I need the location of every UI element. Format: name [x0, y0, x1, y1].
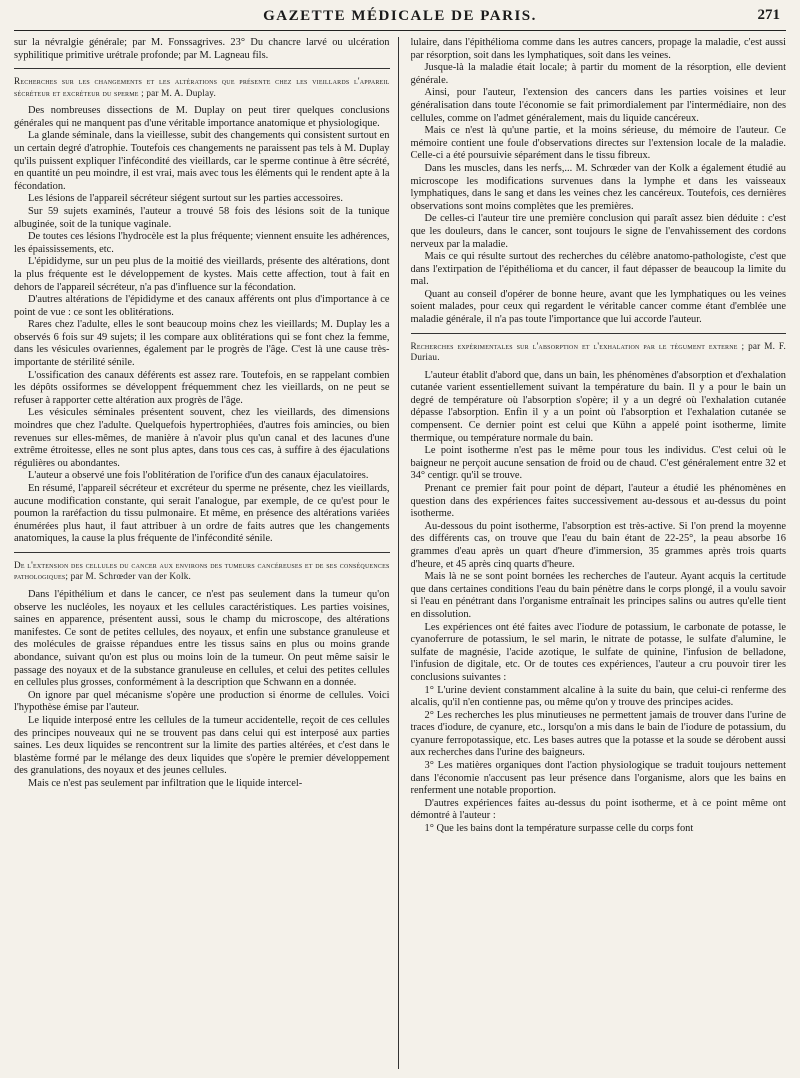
paragraph: Prenant ce premier fait pour point de départ, l'auteur a étudié les phénomènes en question dans des expériences faites successivement au-dessous et au-dessus du point isotherme.: [410, 483, 786, 520]
paragraph: L'ossification des canaux déférents est assez rare. Toutefois, en se rappelant combien les dépôts ossiformes se développent fréquemment chez les vieillards, on ne peut se refuser à rapporter cette altération aux progrès de l'âge.: [14, 369, 390, 406]
paragraph: En résumé, l'appareil sécréteur et excréteur du sperme ne présente, chez les vieillards, aucune modification constante, qui serait l'analogue, par exemple, de ce qu'est pour le poumon la raréfaction du tissu pulmonaire. Et même, en présence des altérations variées énumérées plus haut, il faut attribuer à un ordre de faits autres que les changements anatomiques, la cause la plus fréquente de l'infécondité sénile.: [14, 483, 390, 545]
section-title: Recherches sur les changements et les altérations que présente chez les vieillards l'appareil sécréteur et excréteur du sperme ;: [14, 76, 390, 98]
paragraph: Dans les muscles, dans les nerfs,... M. Schrœder van der Kolk a également étudié au microscope les modifications survenues dans la lymphe et dans les vaisseaux lymphatiques, dans le sang et dans les veines chez les cancéreux. Toutefois, ces dernières observations sont moins complètes que les premières.: [410, 162, 786, 212]
section-heading-schroeder: [14, 560, 390, 583]
paragraph: Le point isotherme n'est pas le même pour tous les individus. C'est celui où le baigneur ne perçoit aucune sensation de froid ou de chaud. C'est généralement entre 32 et 34° centigr. qu'il se trouve.: [410, 445, 786, 482]
paragraph: Le liquide interposé entre les cellules de la tumeur accidentelle, reçoit de ces cellules des principes nouveaux qui ne se trouvent pas dans celui qui est interposé aux parties saines. Les deux liquides se rencontrent sur la limite des parties altérées, et c'est dans le blastème formé par le mélange des deux liquides que s'opère le premier développement des granulations, des noyaux et des jeunes cellules.: [14, 714, 390, 777]
paragraph: On ignore par quel mécanisme s'opère une production si énorme de cellules. Voici l'hypothèse émise par l'auteur.: [14, 689, 390, 714]
paragraph: D'autres expériences faites au-dessus du point isotherme, et à ce point même ont démontré à l'auteur :: [410, 797, 786, 822]
paragraph: Mais ce qui résulte surtout des recherches du célèbre anatomo-pathologiste, c'est que dans l'extirpation de l'épithélioma et du cancer, il faut dépasser de beaucoup la limite du mal.: [410, 251, 786, 288]
section-heading-duplay: [14, 76, 390, 99]
paragraph: D'autres altérations de l'épididyme et des canaux afférents ont plus d'importance à ce point de vue : ce sont les oblitérations.: [14, 294, 390, 318]
paragraph: Dans l'épithélium et dans le cancer, ce n'est pas seulement dans la tumeur qu'on observe les nucléoles, les noyaux et les cellules caractéristiques. Les parties voisines, saines en apparence, présentent aussi, sous le champ du microscope, des altérations manifestes. Ce sont de petites cellules, des noyaux, et enfin une substance granuleuse et des molécules de graisse répandues entre les tissus sains en plus ou moins grande abondance, suivant qu'on est plus ou moins loin de la tumeur. On peut même saisir le passage des noyaux et de la substance granuleuse en cellules, et celui des petites cellules en cellules plus grosses, conformément à la description que Schwann en a donnée.: [14, 588, 390, 689]
journal-title: GAZETTE MÉDICALE DE PARIS.: [263, 8, 537, 24]
paragraph: 3° Les matières organiques dont l'action physiologique se traduit toujours nettement dans l'économie n'accusent pas leur présence dans l'organisme, alors que les bains en renferment une notable proportion.: [410, 760, 786, 797]
paragraph: 1° Que les bains dont la température surpasse celle du corps font: [424, 823, 694, 835]
paragraph: Les lésions de l'appareil sécréteur siégent surtout sur les parties accessoires.: [28, 193, 343, 205]
paragraph: La glande séminale, dans la vieillesse, subit des changements qui consistent surtout en un certain degré d'atrophie. Toutefois ces changements ne paraissent pas tels à M. Duplay qu'ils puissent expliquer l'infécondité des vieillards, car le sperme continue à être sécrété, en quantité un peu moindre, il est vrai, mais avec tous les éléments qui le rendent apte à la fécondation.: [14, 130, 390, 192]
paragraph: 2° Les recherches les plus minutieuses ne permettent jamais de trouver dans l'urine de traces d'iodure, de cyanure, etc., lorsqu'on a mis dans le bain de l'iodure de potassium, du cyanure ferropotassique, etc. Les bases autres que la potasse et la soude se dérobent aussi aux recherches dans l'urine des baigneurs.: [410, 709, 786, 759]
paragraph: L'auteur établit d'abord que, dans un bain, les phénomènes d'absorption et d'exhalation cutanée varient essentiellement suivant la température du bain. Il y a pour le bain un degré de température où l'absorption s'opère; il y a un degré où l'exhalation cutanée dépasse l'absorption. Enfin il y a un point où l'absorption et l'exhalation cutanée se compensent. Ce dernier point est celui que Kühn a appelé point isotherme, limite thermique, ou température normale du bain.: [410, 369, 786, 444]
intro-block: [14, 37, 390, 62]
article-schroeder-continued: [411, 37, 787, 327]
article-duplay: [14, 105, 390, 546]
paragraph: Quant au conseil d'opérer de bonne heure, avant que les lymphatiques ou les veines soient malades, pour ceux qui regardent le véritable cancer comme étant d'emblée une maladie générale, il n'a pas toute l'importance que lui accorde l'auteur.: [410, 288, 786, 326]
paragraph: De toutes ces lésions l'hydrocèle est la plus fréquente; viennent ensuite les adhérences, les épaississements, etc.: [14, 231, 390, 255]
paragraph: Des nombreuses dissections de M. Duplay on peut tirer quelques conclusions générales qui ne manquent pas d'une véritable importance anatomique et physiologique.: [14, 105, 390, 129]
paragraph: Au-dessous du point isotherme, l'absorption est très-active. Si l'on prend la moyenne des différents cas, on trouve que l'eau du bain étant de 22-25°, la peau absorbe 16 grammes d'eau après un quart d'heure d'immersion, 35 grammes après trois quarts d'heure, et 45 après cinq quarts d'heure.: [410, 520, 786, 570]
section-divider: [411, 333, 787, 334]
paragraph: sur la névralgie générale; par M. Fonssagrives. 23° Du chancre larvé ou ulcération syphilitique primitive urétrale profonde; par M. Lagneau fils.: [14, 37, 390, 61]
paragraph: Mais ce n'est là qu'une partie, et la moins sérieuse, du mémoire de l'auteur. Ce mémoire contient une foule d'observations directes sur l'extension locale de la maladie. Celle-ci a été poursuivie séparément dans le tissu fibreux.: [410, 125, 786, 162]
paragraph: L'auteur a observé une fois l'oblitération de l'orifice d'un des canaux éjaculatoires.: [28, 470, 369, 482]
text-columns: [14, 37, 786, 1069]
paragraph: Mais ce n'est pas seulement par infiltration que le liquide intercel-: [28, 777, 303, 789]
paragraph: L'épididyme, sur un peu plus de la moitié des vieillards, présente des altérations, dont la plus fréquente est le développement de kystes. Mais cette affection, tout à fait en dehors de l'appareil sécréteur, n'a pas d'influence sur la fécondation.: [14, 256, 390, 293]
article-schroeder: [14, 589, 390, 791]
page-number: 271: [757, 7, 780, 23]
paragraph: Rares chez l'adulte, elles le sont beaucoup moins chez les vieillards; M. Duplay les a observés 6 fois sur 49 sujets; il les compare aux oblitérations qui se font chez la femme, dans les vésicules ovariennes, également par le progrès de l'âge. C'est là une cause très-importante de stérilité sénile.: [14, 319, 390, 369]
article-duriau: [411, 370, 787, 836]
paragraph: 1° L'urine devient constamment alcaline à la suite du bain, que celui-ci renferme des alcalis, qu'il n'en contienne pas, ou même qu'on y trouve des principes acides.: [410, 684, 786, 709]
section-divider: [14, 552, 390, 553]
section-author: par M. A. Duplay.: [146, 87, 217, 98]
section-title: De l'extension des cellules du cancer aux environs des tumeurs cancéreuses et de ses conséquences pathologiques;: [14, 559, 390, 582]
page-header: [14, 0, 786, 31]
section-title: Recherches expérimentales sur l'absorption et l'exhalation par le tégument externe ;: [410, 340, 745, 351]
paragraph: Sur 59 sujets examinés, l'auteur a trouvé 58 fois des lésions soit de la tunique albuginée, soit de la tunique vaginale.: [14, 205, 390, 230]
paragraph: De celles-ci l'auteur tire une première conclusion qui paraît assez bien déduite : c'est que les douleurs, dans le cancer, sont toujours le signe de l'envahissement des cordons nerveux par la maladie.: [410, 213, 786, 250]
paragraph: Mais là ne se sont point bornées les recherches de l'auteur. Ayant acquis la certitude que dans certaines conditions l'eau du bain pénètre dans le corps plongé, il a voulu savoir si l'eau en pénétrant dans l'organisme entraînait les principes salins ou autres qu'elle tient en dissolution.: [410, 571, 786, 620]
paragraph: Les expériences ont été faites avec l'iodure de potassium, le carbonate de potasse, le cyanoferrure de potassium, le sel marin, le nitrate de potasse, le sulfate d'alumine, le sulfate de magnésie, l'acide azotique, le sulfate de quinine, l'infusion de belladone, l'infusion de digitale, etc. Or de toutes ces expériences, l'auteur a cru pouvoir tirer les conclusions suivantes :: [410, 621, 786, 683]
section-divider: [14, 68, 390, 69]
section-author: par M. F. Duriau.: [410, 340, 786, 363]
paragraph: lulaire, dans l'épithélioma comme dans les autres cancers, propage la maladie, c'est aussi par résorption, soit dans les lymphatiques, soit dans les veines.: [410, 37, 786, 61]
paragraph: Les vésicules séminales présentent souvent, chez les vieillards, des dimensions moindres que chez l'adulte. Quelquefois hypertrophiées, d'autres fois amincies, ou bien revenues sur elles-mêmes, de manière à n'avoir plus qu'un canal et des lacunes d'une extrême étroitesse, elles ne sont plus aptes, dans tous ces cas, à suffire à des éjaculations régulières ou abondantes.: [14, 407, 390, 469]
left-column: [14, 37, 399, 1069]
paragraph: Ainsi, pour l'auteur, l'extension des cancers dans les parties voisines et leur généralisation dans toute l'économie se fait primordialement par l'intermédiaire, non des cellules, comme on l'admet généralement, mais du liquide cancéreux.: [410, 87, 786, 124]
paragraph: Jusque-là la maladie était locale; à partir du moment de la résorption, elle devient générale.: [410, 62, 786, 86]
section-heading-duriau: [411, 341, 787, 364]
right-column: [411, 37, 787, 1069]
section-author: par M. Schrœder van der Kolk.: [70, 571, 191, 582]
